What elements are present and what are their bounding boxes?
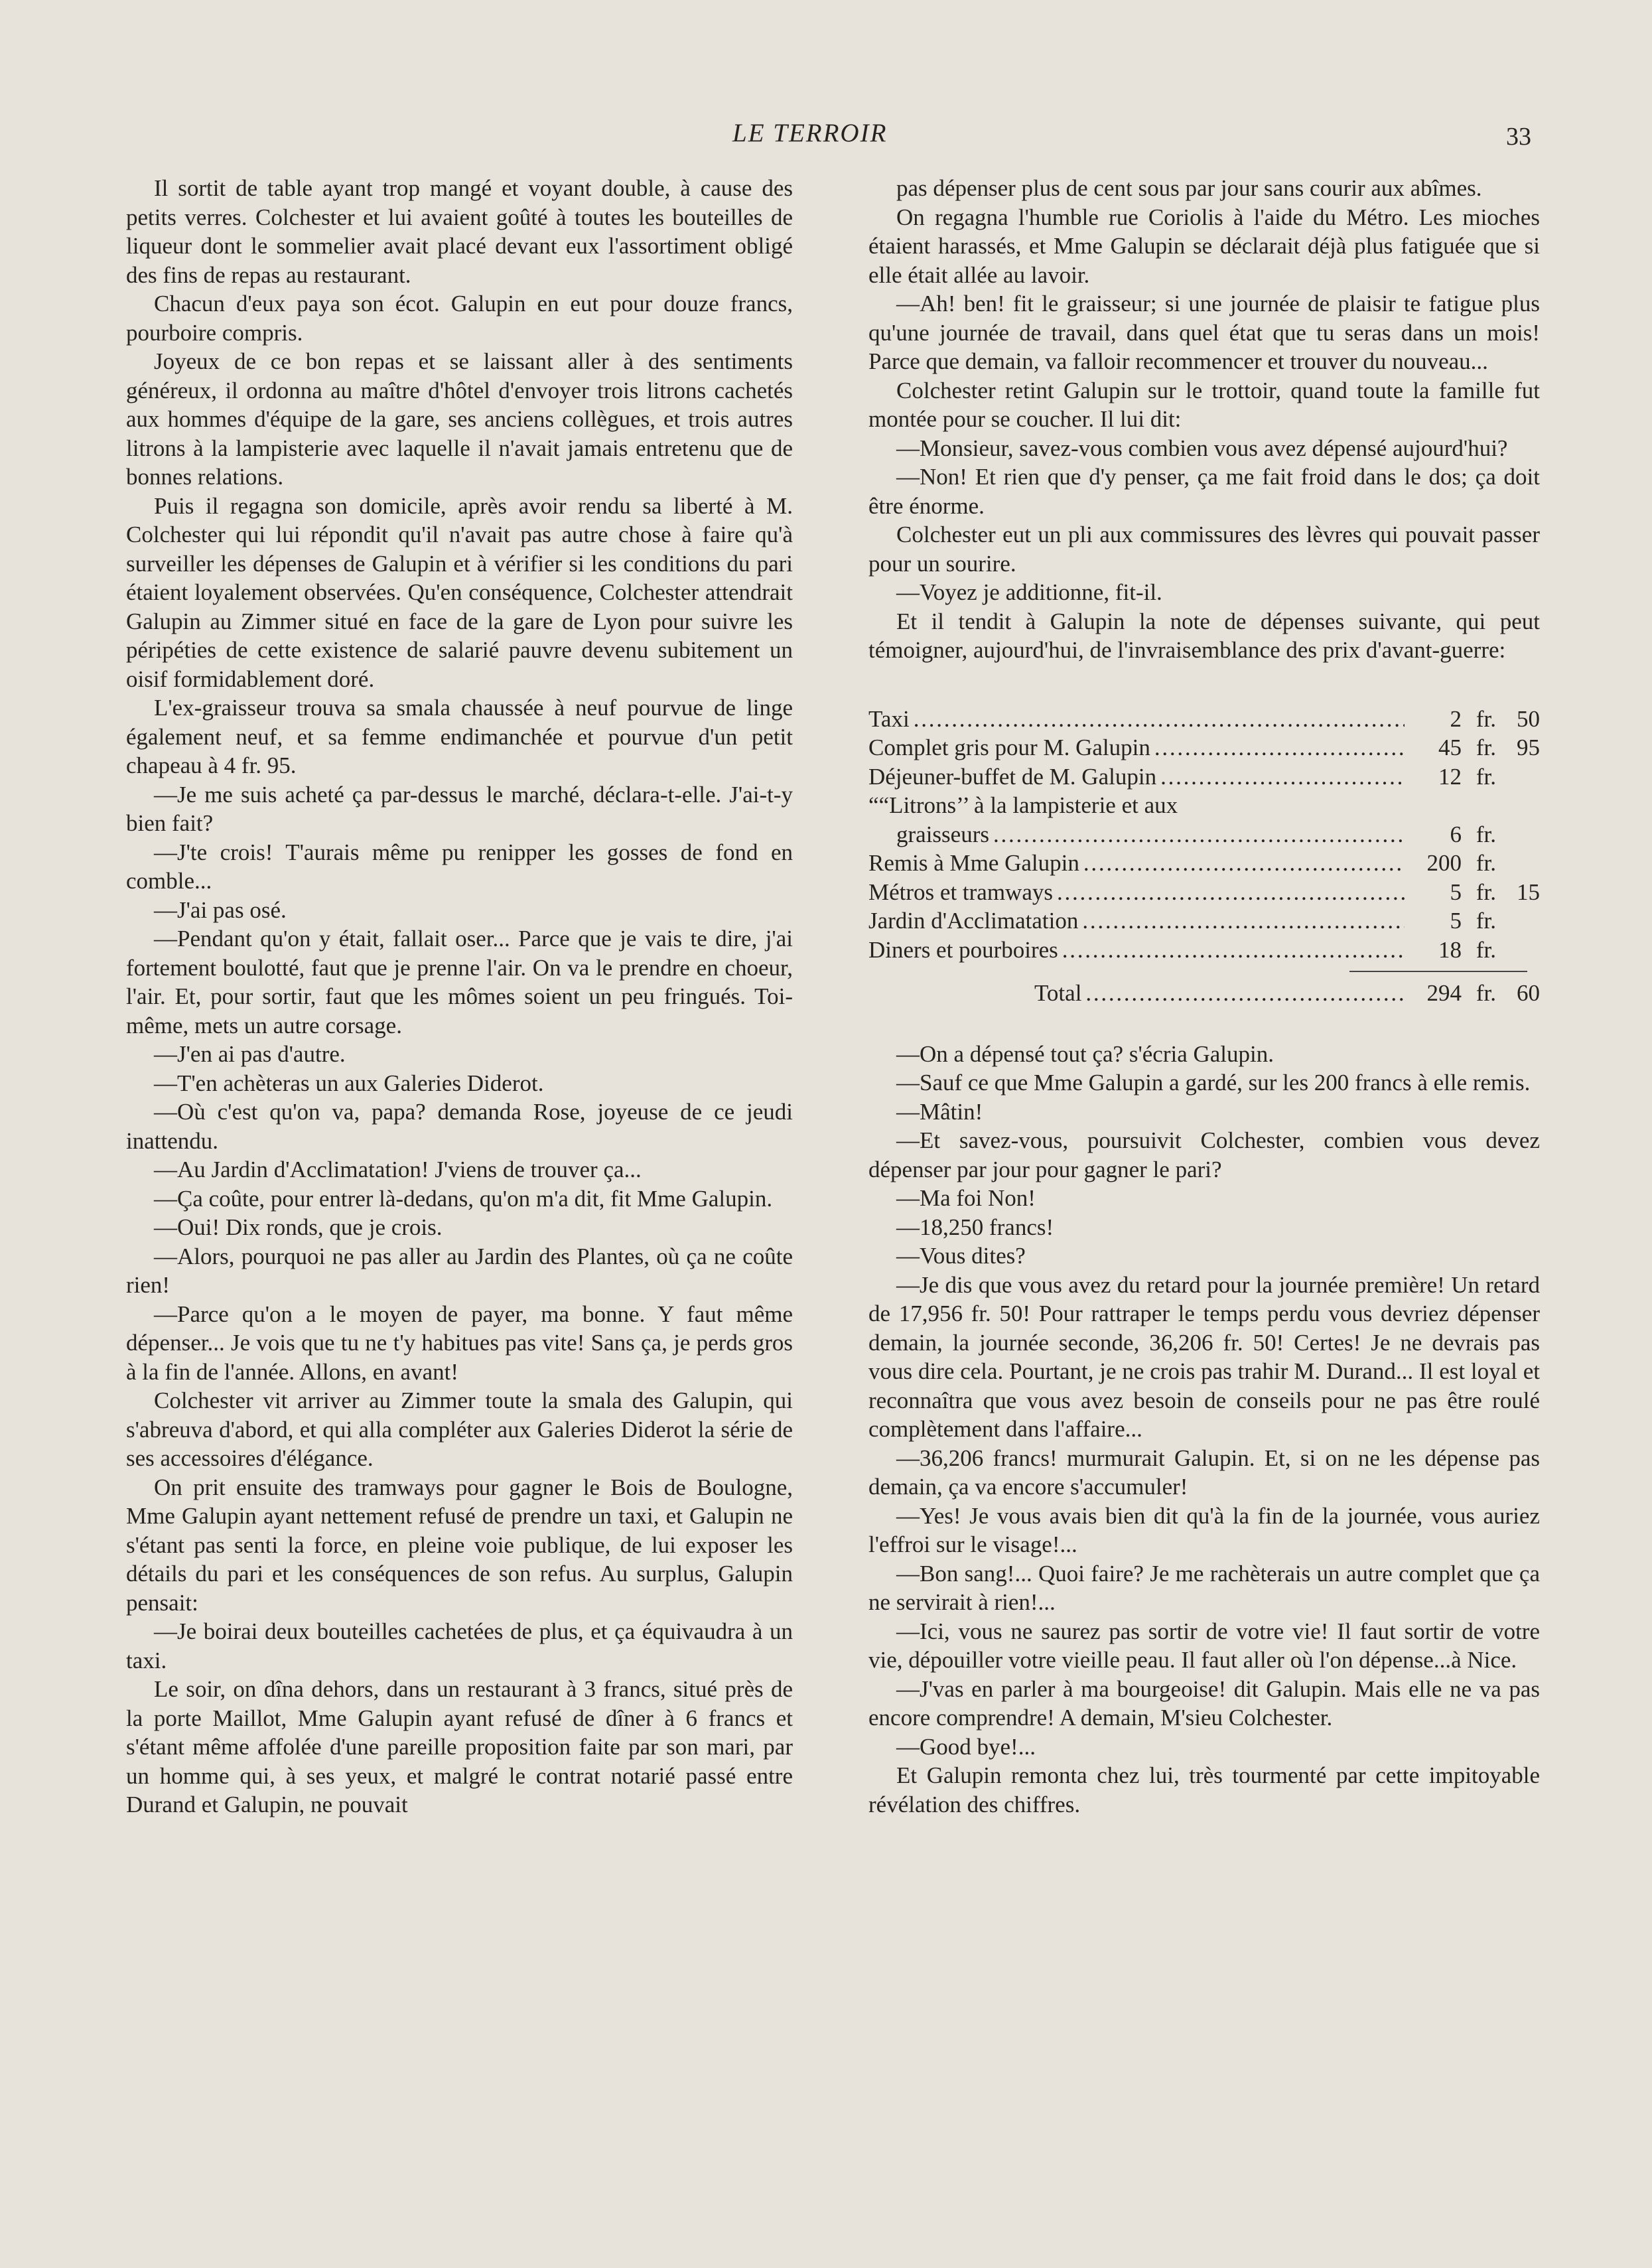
paragraph: —Ça coûte, pour entrer là-dedans, qu'on m'a dit, fit Mme Galupin.: [154, 1185, 773, 1212]
paragraph: —Où c'est qu'on va, papa? demanda Rose, joyeuse de ce jeudi inattendu.: [126, 1099, 793, 1154]
paragraph: —Alors, pourquoi ne pas aller au Jardin des Plantes, où ça ne coûte rien!: [126, 1243, 793, 1298]
paragraph: —T'en achèteras un aux Galeries Diderot.: [154, 1070, 544, 1096]
ledger-label: Diners et pourboires: [868, 936, 1058, 963]
paragraph: —Ici, vous ne saurez pas sortir de votre vie! Il faut sortir de votre vie, dépouiller votre vieille peau. Il faut aller où l'on dépense...à Nice.: [868, 1618, 1540, 1673]
paragraph: —Et savez-vous, poursuivit Colchester, combien vous devez dépenser par jour pour gagner le pari?: [868, 1127, 1540, 1182]
paragraph: —Ah! ben! fit le graisseur; si une journée de plaisir te fatigue plus qu'une journée de travail, dans quel état que tu seras dans un mois! Parce que demain, va falloir recommencer et trouver du nouveau...: [868, 291, 1540, 374]
ledger-leader-dots: [914, 705, 1405, 734]
paragraph: Et Galupin remonta chez lui, très tourmenté par cette impitoyable révélation des chiffres.: [868, 1762, 1540, 1817]
running-header: LE TERROIR: [732, 119, 888, 147]
ledger-leader-dots: [1082, 906, 1405, 936]
ledger-cents: 95: [1517, 735, 1540, 760]
ledger-amount: 2: [1450, 705, 1462, 732]
paragraph: —J'te crois! T'aurais même pu renipper les gosses de fond en comble...: [126, 839, 793, 894]
ledger-row: [868, 762, 1540, 792]
paragraph: —Mâtin!: [896, 1098, 983, 1125]
right-column-top-text: [868, 174, 1540, 665]
paragraph: —Voyez je additionne, fit-il.: [896, 579, 1162, 605]
ledger-unit: fr.: [1476, 879, 1496, 905]
paragraph: —Je me suis acheté ça par-dessus le marché, déclara-t-elle. J'ai-t-y bien fait?: [126, 781, 793, 836]
ledger-label: ““Litrons’’ à la lampisterie et aux: [868, 792, 1178, 818]
ledger-row: [868, 705, 1540, 734]
left-column: [126, 174, 793, 1819]
ledger-row: [868, 791, 1540, 820]
ledger-label: Déjeuner-buffet de M. Galupin: [868, 763, 1157, 790]
paragraph: —Pendant qu'on y était, fallait oser... Parce que je vais te dire, j'ai fortement boulotté, faut que je prenne l'air. On va le prendre en choeur, l'air. Et, pour sortir, faut que les mômes soient un peu fringués. Toi-même, mets un autre corsage.: [126, 926, 793, 1038]
ledger-label: Complet gris pour M. Galupin: [868, 735, 1150, 760]
ledger-row: [868, 936, 1540, 965]
ledger-leader-dots: [993, 820, 1405, 849]
paragraph: L'ex-graisseur trouva sa smala chaussée à neuf pourvue de linge également neuf, et sa femme endimanchée et pourvue d'un petit chapeau à 4 fr. 95.: [126, 695, 793, 778]
paragraph: On regagna l'humble rue Coriolis à l'aide du Métro. Les mioches étaient harassés, et Mme Galupin se déclarait déjà plus fatiguée que si elle était allée au lavoir.: [868, 204, 1540, 288]
ledger-total-cents: 60: [1517, 980, 1540, 1006]
paragraph: —Good bye!...: [896, 1733, 1036, 1760]
ledger-amount: 5: [1450, 908, 1462, 934]
paragraph: —Non! Et rien que d'y penser, ça me fait froid dans le dos; ça doit être énorme.: [868, 464, 1540, 519]
ledger-label: Métros et tramways: [868, 879, 1053, 905]
paragraph: —J'ai pas osé.: [154, 896, 287, 923]
ledger-row: [868, 849, 1540, 878]
paragraph: —J'en ai pas d'autre.: [154, 1041, 346, 1067]
paragraph: On prit ensuite des tramways pour gagner le Bois de Boulogne, Mme Galupin ayant nettement refusé de prendre un taxi, et Galupin ne s'étant pas senti la force, en pleine voie publique, de lui exposer les détails du pari et les conséquences de son refus. Au surplus, Galupin pensait:: [126, 1474, 793, 1616]
paragraph: Joyeux de ce bon repas et se laissant aller à des sentiments généreux, il ordonna au maître d'hôtel d'envoyer trois litrons cachetés aux hommes d'équipe de la gare, ses anciens collègues, et trois autres litrons à la lampisterie avec laquelle il n'avait jamais entretenu que de bonnes relations.: [126, 348, 793, 490]
ledger-amount: 200: [1426, 850, 1462, 876]
ledger-unit: fr.: [1476, 936, 1496, 963]
paragraph: —J'vas en parler à ma bourgeoise! dit Galupin. Mais elle ne va pas encore comprendre! A demain, M'sieu Colchester.: [868, 1675, 1540, 1731]
ledger-amount: 5: [1450, 879, 1462, 905]
ledger-cents: 50: [1517, 705, 1540, 732]
ledger-amount: 12: [1438, 763, 1462, 790]
ledger-total-unit: fr.: [1476, 980, 1496, 1006]
ledger-leader-dots: [1160, 762, 1405, 792]
ledger-unit: fr.: [1476, 821, 1496, 847]
paragraph: —Ma foi Non!: [896, 1185, 1036, 1211]
paragraph: —Oui! Dix ronds, que je crois.: [154, 1214, 443, 1240]
ledger-row: [868, 878, 1540, 907]
ledger-row: [868, 906, 1540, 936]
paragraph: Chacun d'eux paya son écot. Galupin en eut pour douze francs, pourboire compris.: [126, 291, 793, 346]
ledger-total-amount: 294: [1426, 980, 1462, 1006]
ledger-amount: 45: [1438, 735, 1462, 760]
ledger-total-label: Total: [1034, 980, 1082, 1006]
paragraph: —Je dis que vous avez du retard pour la journée première! Un retard de 17,956 fr. 50! Pour rattraper le temps perdu vous devriez dépenser demain, la journée seconde, 36,206 fr. 50! Certes! Je ne devrais pas vous dire cela. Pourtant, je ne crois pas trahir M. Durand... Il est loyal et reconnaîtra que vous avez besoin de conseils pour ne pas être roulé complètement dans l'affaire...: [868, 1271, 1540, 1442]
ledger-unit: fr.: [1476, 908, 1496, 934]
ledger-label: Remis à Mme Galupin: [868, 850, 1079, 876]
paragraph: —Sauf ce que Mme Galupin a gardé, sur les 200 francs à elle remis.: [896, 1070, 1531, 1096]
paragraph: Colchester vit arriver au Zimmer toute la smala des Galupin, qui s'abreuva d'abord, et qui alla compléter aux Galeries Diderot la série de ses accessoires d'élégance.: [126, 1387, 793, 1471]
ledger-label: Jardin d'Acclimatation: [868, 908, 1079, 934]
ledger-unit: fr.: [1476, 763, 1496, 790]
paragraph: Il sortit de table ayant trop mangé et voyant double, à cause des petits verres. Colchester et lui avaient goûté à toutes les bouteilles de liqueur dont le sommelier avait placé devant eux l'assortiment obligé des fins de repas au restaurant.: [126, 175, 793, 288]
ledger-leader-dots: [1083, 849, 1405, 878]
paragraph: —Monsieur, savez-vous combien vous avez dépensé aujourd'hui?: [896, 435, 1508, 461]
paragraph: —Yes! Je vous avais bien dit qu'à la fin de la journée, vous auriez l'effroi sur le visage!...: [868, 1502, 1540, 1557]
paragraph: Colchester eut un pli aux commissures des lèvres qui pouvait passer pour un sourire.: [868, 522, 1540, 577]
page-number: 33: [1506, 123, 1531, 151]
ledger-label: Taxi: [868, 705, 910, 732]
expense-ledger: [868, 705, 1540, 965]
ledger-leader-dots: [1057, 878, 1405, 907]
paragraph: —Vous dites?: [896, 1243, 1026, 1269]
paragraph: pas dépenser plus de cent sous par jour sans courir aux abîmes.: [896, 175, 1482, 201]
paragraph: Le soir, on dîna dehors, dans un restaurant à 3 francs, situé près de la porte Maillot, Mme Galupin ayant refusé de dîner à 6 francs et s'étant même affolée d'une pareille proposition faite par son mari, par un homme qui, à ses yeux, et malgré le contrat notarié passé entre Durand et Galupin, ne pouvait: [126, 1676, 793, 1817]
ledger-amount: 6: [1450, 821, 1462, 847]
ledger-leader-dots: [1062, 936, 1405, 965]
ledger-total-row: [868, 979, 1540, 1008]
ledger-row: [868, 733, 1540, 762]
paragraph: —On a dépensé tout ça? s'écria Galupin.: [896, 1040, 1274, 1067]
ledger-leader-dots: [1154, 733, 1405, 762]
ledger-label: graisseurs: [896, 821, 989, 847]
ledger-cents: 15: [1517, 879, 1540, 905]
paragraph: Puis il regagna son domicile, après avoir rendu sa liberté à M. Colchester qui lui répondit qu'il n'avait pas autre chose à faire qu'à surveiller les dépenses de Galupin et à vérifier si les conditions du pari étaient loyalement observées. Qu'en conséquence, Colchester attendrait Galupin au Zimmer situé en face de la gare de Lyon pour suivre les péripéties de cette existence de salarié pauvre devenu subitement un oisif formidablement doré.: [126, 492, 793, 692]
ledger-unit: fr.: [1476, 705, 1496, 732]
ledger-unit: fr.: [1476, 735, 1496, 760]
paragraph: Et il tendit à Galupin la note de dépenses suivante, qui peut témoigner, aujourd'hui, de l'invraisemblance des prix d'avant-guerre:: [868, 608, 1540, 663]
right-column: [868, 174, 1540, 1819]
ledger-row: [868, 820, 1540, 849]
paragraph: —Je boirai deux bouteilles cachetées de plus, et ça équivaudra à un taxi.: [126, 1618, 793, 1673]
paragraph: Colchester retint Galupin sur le trottoir, quand toute la famille fut montée pour se coucher. Il lui dit:: [868, 377, 1540, 432]
paragraph: —Au Jardin d'Acclimatation! J'viens de trouver ça...: [154, 1157, 642, 1182]
paragraph: —Bon sang!... Quoi faire? Je me rachèterais un autre complet que ça ne servirait à rien!...: [868, 1560, 1540, 1615]
ledger-unit: fr.: [1476, 850, 1496, 876]
paragraph: —18,250 francs!: [896, 1214, 1054, 1240]
paragraph: —36,206 francs! murmurait Galupin. Et, si on ne les dépense pas demain, ça va encore s'accumuler!: [868, 1445, 1540, 1500]
right-column-bottom-text: [868, 1040, 1540, 1819]
ledger-total-rule: [1349, 971, 1527, 972]
paragraph: —Parce qu'on a le moyen de payer, ma bonne. Y faut même dépenser... Je vois que tu ne t'y habitues pas vite! Sans ça, je perds gros à la fin de l'année. Allons, en avant!: [126, 1301, 793, 1385]
ledger-amount: 18: [1438, 936, 1462, 963]
